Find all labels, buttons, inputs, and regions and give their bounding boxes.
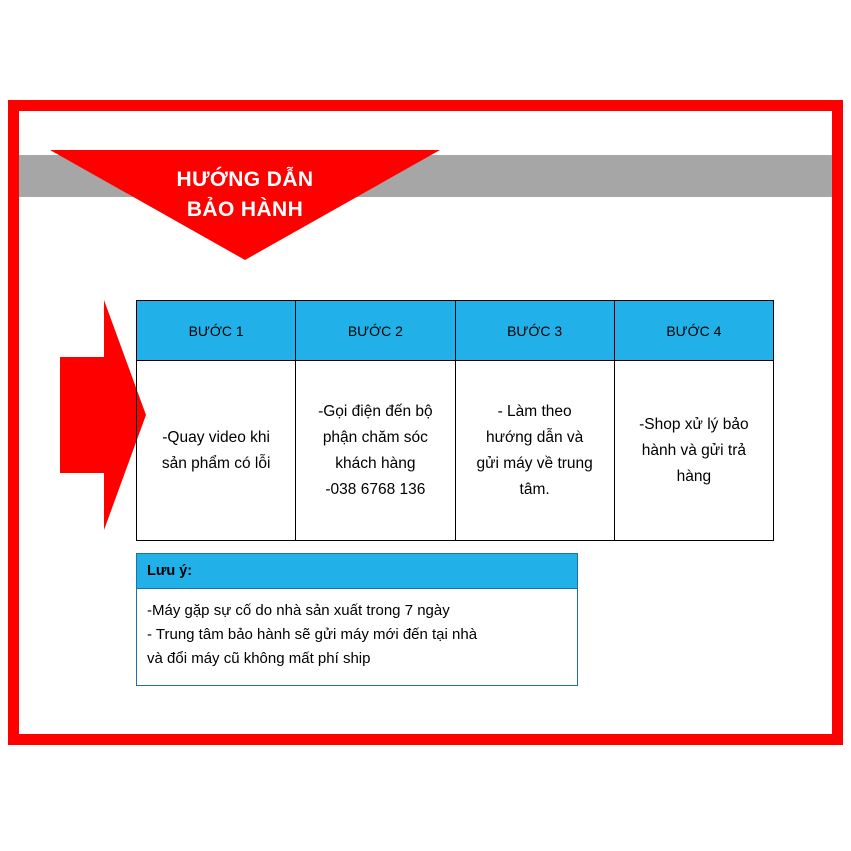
- table-header-row: [137, 301, 774, 361]
- step-cell-3: [455, 361, 614, 541]
- page-title-line-2: BẢO HÀNH: [186, 198, 304, 221]
- step-cell-2-line-2: phận chăm sóc: [322, 428, 428, 446]
- step-cell-2-line-3: khách hàng: [335, 454, 416, 472]
- page-title: [80, 165, 410, 225]
- note-body: [137, 589, 577, 685]
- step-cell-2: [296, 361, 455, 541]
- step-cell-1: [137, 361, 296, 541]
- step-cell-4: [614, 361, 773, 541]
- note-line-3: và đổi máy cũ không mất phí ship: [147, 650, 371, 667]
- step-cell-3-line-4: tâm.: [519, 480, 550, 498]
- table-row: [137, 361, 774, 541]
- red-arrow-shape: [60, 300, 140, 530]
- arrow-shaft: [60, 357, 106, 473]
- page-title-line-1: HƯỚNG DẪN: [176, 168, 314, 191]
- warranty-steps-table: [136, 300, 774, 541]
- step-cell-2-line-4: -038 6768 136: [325, 480, 426, 498]
- step-cell-3-line-2: hướng dẫn và: [486, 428, 584, 446]
- step-cell-4-line-1: -Shop xử lý bảo: [639, 415, 749, 433]
- note-line-2: - Trung tâm bảo hành sẽ gửi máy mới đến tại nhà: [147, 626, 478, 643]
- note-box: [136, 553, 578, 686]
- step-cell-3-line-3: gửi máy về trung: [476, 454, 593, 472]
- step-header-1: BƯỚC 1: [137, 301, 296, 361]
- step-cell-4-line-2: hành và gửi trả: [641, 441, 747, 459]
- note-header: Lưu ý:: [137, 554, 577, 589]
- step-cell-4-line-3: hàng: [676, 467, 712, 485]
- step-cell-3-line-1: - Làm theo: [497, 402, 572, 420]
- step-header-3: BƯỚC 3: [455, 301, 614, 361]
- step-cell-2-line-1: -Gọi điện đến bộ: [318, 402, 433, 420]
- step-cell-1-line-1: -Quay video khi: [162, 428, 270, 446]
- note-line-1: -Máy gặp sự cố do nhà sản xuất trong 7 ngày: [147, 602, 450, 619]
- step-cell-1-line-2: sản phẩm có lỗi: [161, 454, 271, 472]
- step-header-4: BƯỚC 4: [614, 301, 773, 361]
- step-header-2: BƯỚC 2: [296, 301, 455, 361]
